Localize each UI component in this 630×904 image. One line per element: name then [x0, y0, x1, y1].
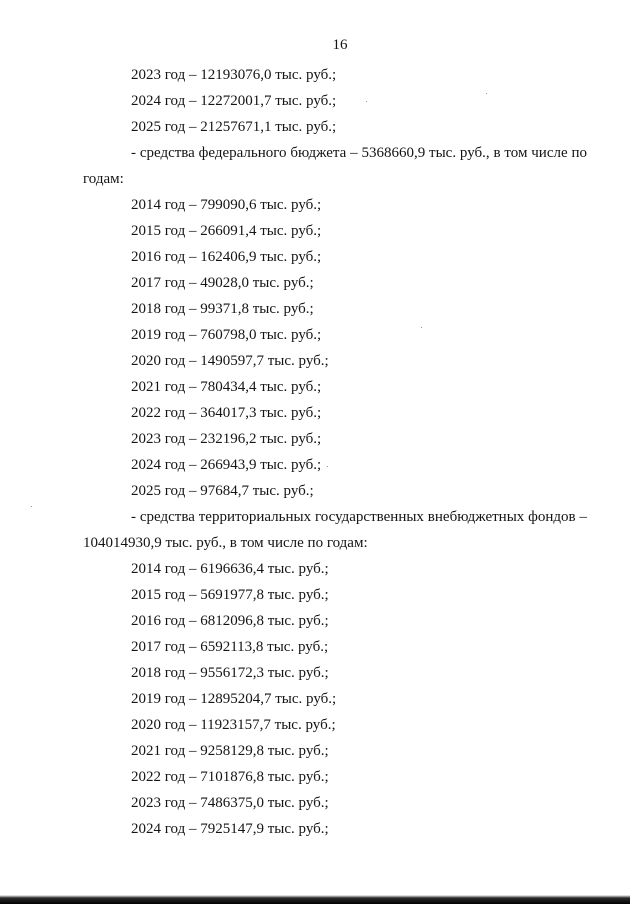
territorial-year-line: 2020 год – 11923157,7 тыс. руб.; — [131, 717, 336, 733]
territorial-year-line: 2016 год – 6812096,8 тыс. руб.; — [131, 613, 329, 629]
territorial-year-line: 2019 год – 12895204,7 тыс. руб.; — [131, 691, 337, 707]
federal-budget-intro-cont: годам: — [83, 171, 124, 187]
territorial-year-line: 2022 год – 7101876,8 тыс. руб.; — [131, 769, 329, 785]
scan-speck — [486, 93, 487, 94]
federal-year-line: 2017 год – 49028,0 тыс. руб.; — [131, 275, 314, 291]
page-number: 16 — [332, 37, 348, 53]
scan-speck — [31, 506, 32, 507]
territorial-year-line: 2017 год – 6592113,8 тыс. руб.; — [131, 639, 329, 655]
federal-year-line: 2024 год – 266943,9 тыс. руб.; — [131, 457, 322, 473]
federal-year-line: 2016 год – 162406,9 тыс. руб.; — [131, 249, 322, 265]
federal-year-line: 2020 год – 1490597,7 тыс. руб.; — [131, 353, 329, 369]
territorial-year-line: 2021 год – 9258129,8 тыс. руб.; — [131, 743, 329, 759]
federal-year-line: 2014 год – 799090,6 тыс. руб.; — [131, 197, 322, 213]
federal-year-line: 2021 год – 780434,4 тыс. руб.; — [131, 379, 322, 395]
territorial-year-line: 2023 год – 7486375,0 тыс. руб.; — [131, 795, 329, 811]
federal-year-line: 2025 год – 97684,7 тыс. руб.; — [131, 483, 314, 499]
year-line: 2024 год – 12272001,7 тыс. руб.; — [131, 93, 337, 109]
federal-year-line: 2022 год – 364017,3 тыс. руб.; — [131, 405, 322, 421]
scan-speck — [327, 466, 328, 467]
scan-edge-shadow — [0, 895, 630, 904]
federal-year-line: 2019 год – 760798,0 тыс. руб.; — [131, 327, 322, 343]
federal-budget-intro: - средства федерального бюджета – 5368660,9 тыс. руб., в том числе по — [131, 145, 587, 161]
territorial-year-line: 2024 год – 7925147,9 тыс. руб.; — [131, 821, 329, 837]
year-line: 2025 год – 21257671,1 тыс. руб.; — [131, 119, 337, 135]
year-line: 2023 год – 12193076,0 тыс. руб.; — [131, 67, 337, 83]
territorial-year-line: 2014 год – 6196636,4 тыс. руб.; — [131, 561, 329, 577]
scan-speck — [366, 101, 367, 102]
scan-speck — [421, 327, 422, 328]
federal-year-line: 2018 год – 99371,8 тыс. руб.; — [131, 301, 314, 317]
territorial-funds-intro-cont: 104014930,9 тыс. руб., в том числе по годам: — [83, 535, 368, 551]
federal-year-line: 2023 год – 232196,2 тыс. руб.; — [131, 431, 322, 447]
federal-year-line: 2015 год – 266091,4 тыс. руб.; — [131, 223, 322, 239]
territorial-funds-intro: - средства территориальных государственных внебюджетных фондов – — [131, 509, 587, 525]
territorial-year-line: 2015 год – 5691977,8 тыс. руб.; — [131, 587, 329, 603]
territorial-year-line: 2018 год – 9556172,3 тыс. руб.; — [131, 665, 329, 681]
